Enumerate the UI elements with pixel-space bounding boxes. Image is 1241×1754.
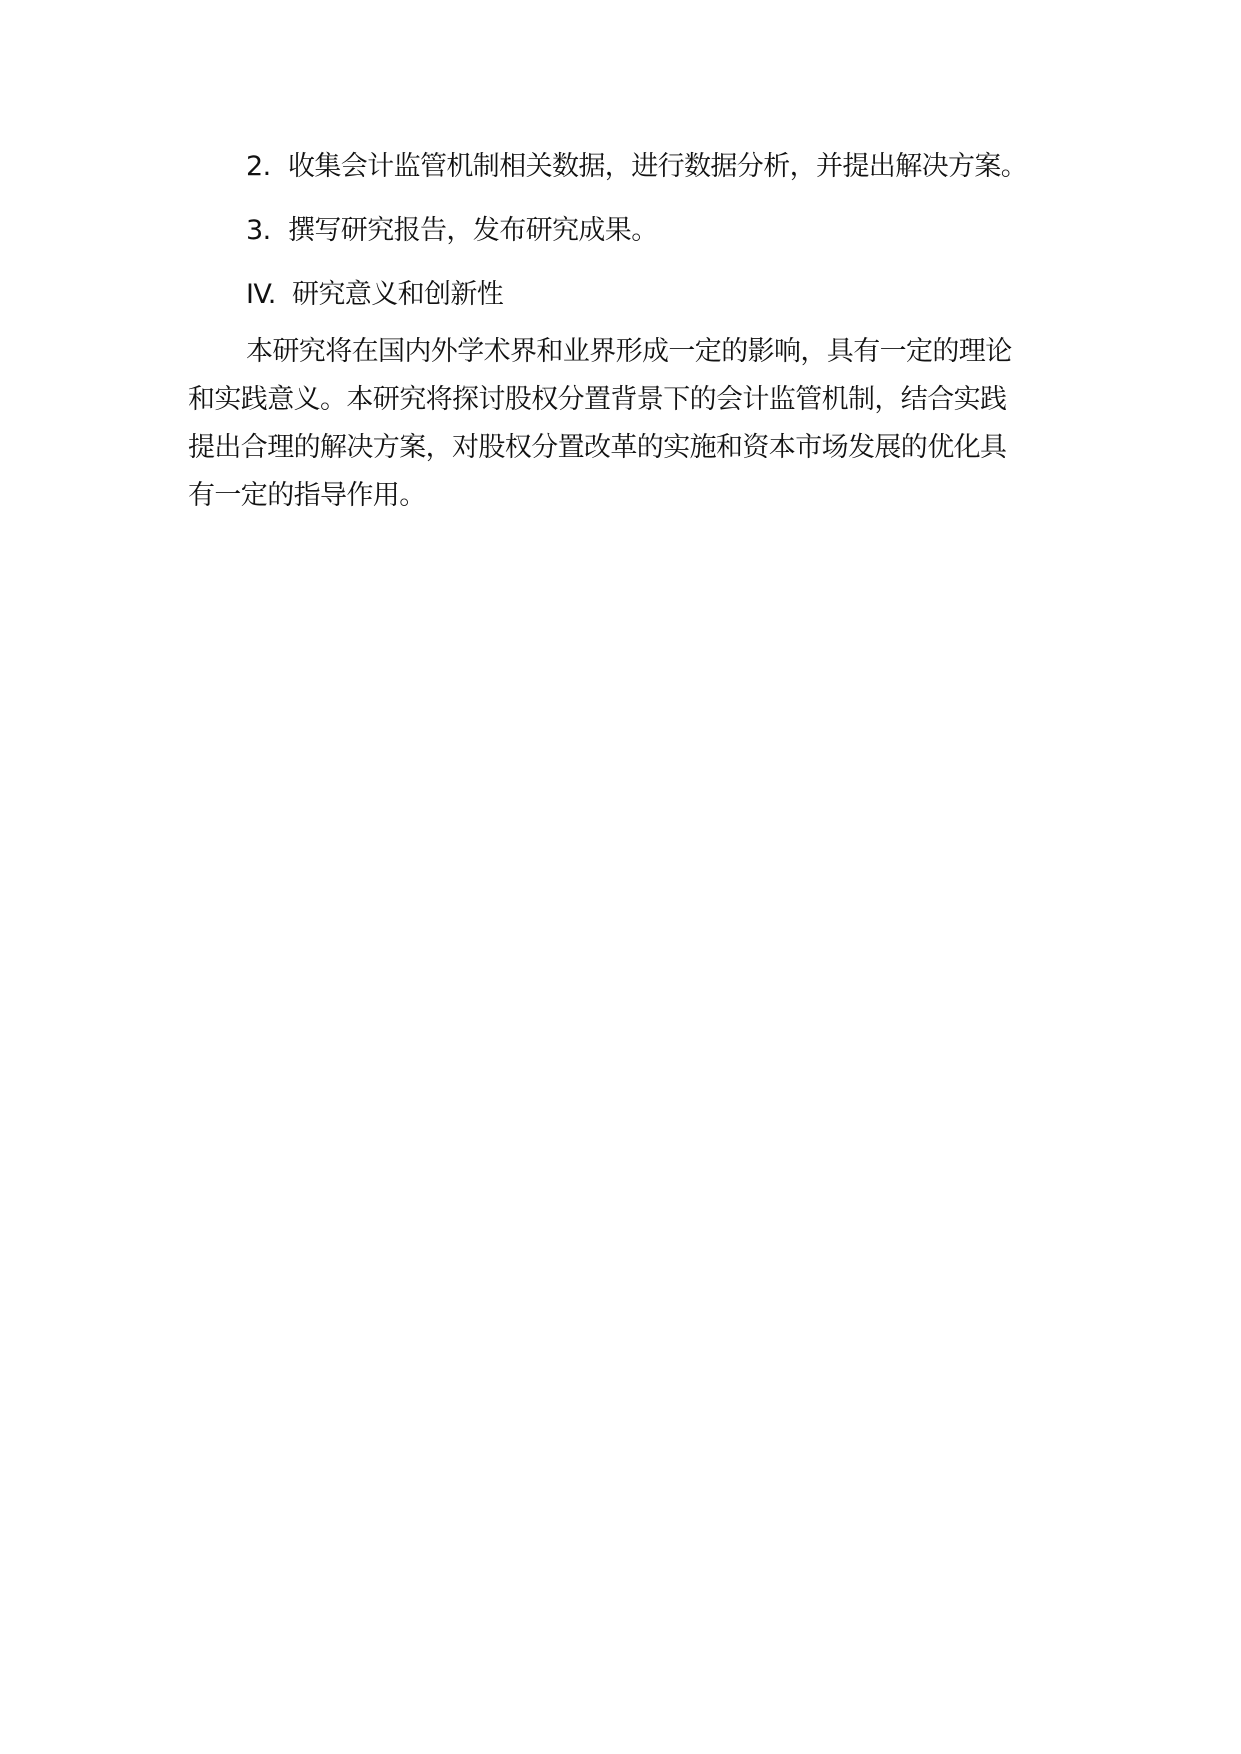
paragraph-line: 提出合理的解决方案，对股权分置改革的实施和资本市场发展的优化具 (188, 432, 1007, 463)
paragraph-line: 本研究将在国内外学术界和业界形成一定的影响，具有一定的理论 (246, 336, 1012, 367)
paragraph-line: 和实践意义。本研究将探讨股权分置背景下的会计监管机制，结合实践 (188, 384, 1007, 415)
list-item-text: 撰写研究报告，发布研究成果。 (288, 215, 658, 246)
list-item-text: 收集会计监管机制相关数据，进行数据分析，并提出解决方案。 (288, 151, 1028, 182)
list-item (188, 150, 1068, 184)
list-marker: 3. (246, 215, 271, 246)
list-item (188, 214, 1068, 248)
section-heading (188, 278, 1068, 312)
paragraph-line: 有一定的指导作用。 (188, 480, 426, 511)
section-heading-text: 研究意义和创新性 (292, 279, 504, 310)
list-marker: 2. (246, 151, 271, 182)
section-marker: IV. (246, 279, 276, 310)
document-body (188, 150, 1068, 520)
body-paragraph (188, 328, 1068, 520)
